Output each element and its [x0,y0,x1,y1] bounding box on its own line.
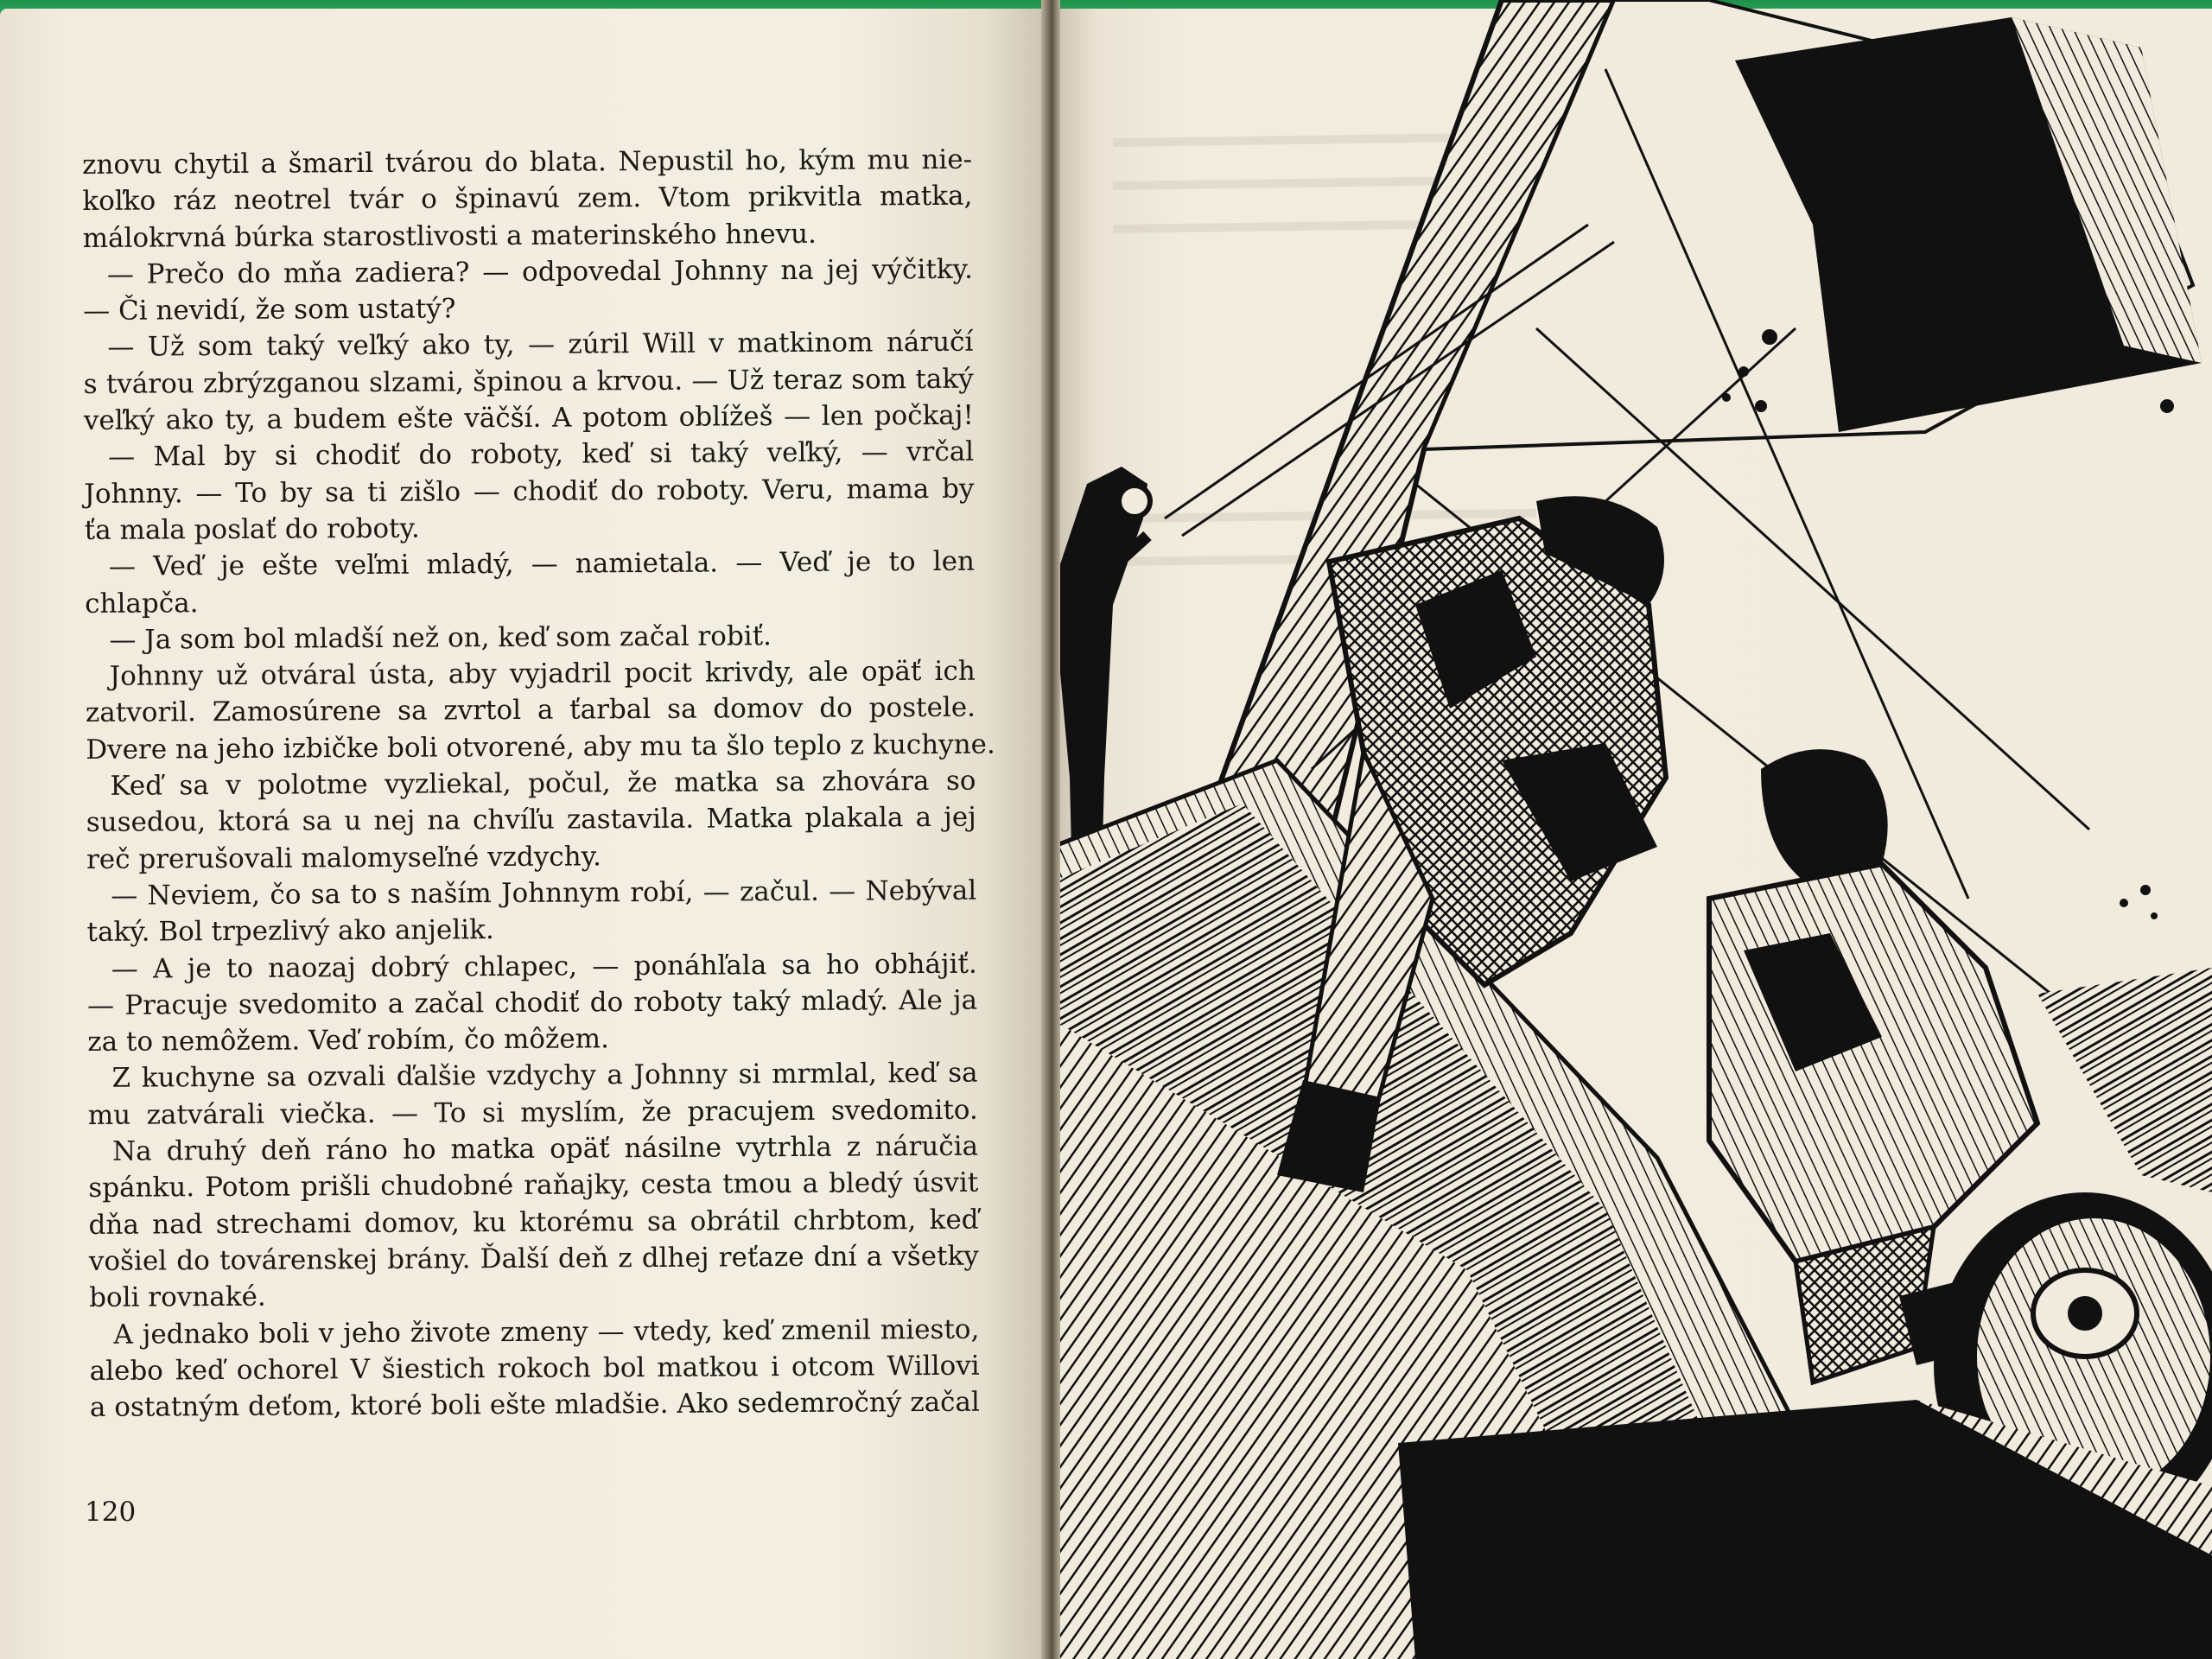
text-line: zatvoril. Zamosúrene sa zvrtol a ťarbal sa domov do postele. [85,692,976,729]
text-line: alebo keď ochorel V šiestich rokoch bol matkou i otcom Willovi [89,1350,980,1387]
text-line: málokrvná búrka starostlivosti a materinského hnevu. [82,218,817,254]
text-line: Na druhý deň ráno ho matka opäť násilne vytrhla z náručia [111,1130,979,1167]
text-line: Keď sa v polotme vyzliekal, počul, že matka sa zhovára so [110,765,976,802]
text-line: — Mal by si chodiť do roboty, keď si taký veľký, — vrčal [108,436,975,474]
text-line: Johnny už otváral ústa, aby vyjadril pocit krivdy, ale opäť ich [109,655,976,692]
text-line: za to nemôžem. Veď robím, čo môžem. [87,1023,610,1058]
text-line: — Neviem, čo sa to s naším Johnnym robí, — začul. — Nebýval [111,874,977,912]
text-line: ťa mala poslať do roboty. [84,512,420,546]
page-number: 120 [85,1497,137,1528]
text-line: Johnny. — To by sa ti zišlo — chodiť do roboty. Veru, mama by [84,473,975,510]
text-line: — Už som taký veľký ako ty, — zúril Will v matkinom náručí [107,327,974,364]
text-line: a ostatným deťom, ktoré boli ešte mladšie. Ako sedemročný začal [89,1386,981,1424]
text-line: — Ja som bol mladší než on, keď som začal robiť. [109,620,772,656]
left-page [0,9,1047,1659]
text-line: mu zatvárali viečka. — To si myslím, že pracujem svedomito. [87,1094,978,1131]
page-text [82,142,995,1427]
text-line: Dvere na jeho izbičke boli otvorené, aby mu ta šlo teplo z kuchyne. [86,728,995,766]
text-line: susedou, ktorá sa u nej na chvíľu zastavila. Matka plakala a jej [86,802,976,839]
text-line: — Veď je ešte veľmi mladý, — namietala. — Veď je to len [108,545,976,583]
text-line: s tvárou zbrýzganou slzami, špinou a krvou. — Už teraz som taký [83,363,974,400]
text-line: koľko ráz neotrel tvár o špinavú zem. Vtom prikvitla matka, [82,181,973,218]
text-line: vošiel do továrenskej brány. Ďalší deň z dlhej reťaze dní a všetky [88,1240,979,1277]
ink-illustration [1052,0,2212,1659]
text-line: — A je to naozaj dobrý chlapec, — ponáhľala sa ho obhájiť. [111,948,977,985]
text-line: reč prerušovali malomyseľné vzdychy. [86,840,602,875]
text-line: taký. Bol trpezlivý ako anjelik. [86,914,494,949]
book-gutter [1041,0,1060,1659]
text-line: — Prečo do mňa zadiera? — odpovedal Johnny na jej výčitky. [106,253,973,290]
text-line: A jednako boli v jeho živote zmeny — vtedy, keď zmenil miesto, [113,1313,980,1351]
text-line: — Pracuje svedomito a začal chodiť do roboty taký mladý. Ale ja [86,984,978,1021]
text-line: veľký ako ty, a budem ešte väčší. A potom oblížeš — len počkaj! [83,399,975,437]
text-line: znovu chytil a šmaril tvárou do blata. Nepustil ho, kým mu nie- [82,143,973,181]
text-line: boli rovnaké. [89,1281,266,1314]
text-line: — Či nevidí, že som ustatý? [83,293,456,327]
text-line: dňa nad strechami domov, ku ktorému sa obrátil chrbtom, keď [88,1204,979,1241]
text-line: chlapča. [85,587,199,620]
text-line: Z kuchyne sa ozvali ďalšie vzdychy a Johnny si mrmlal, keď sa [111,1058,978,1095]
text-line: spánku. Potom prišli chudobné raňajky, cesta tmou a bledý úsvit [88,1166,979,1205]
